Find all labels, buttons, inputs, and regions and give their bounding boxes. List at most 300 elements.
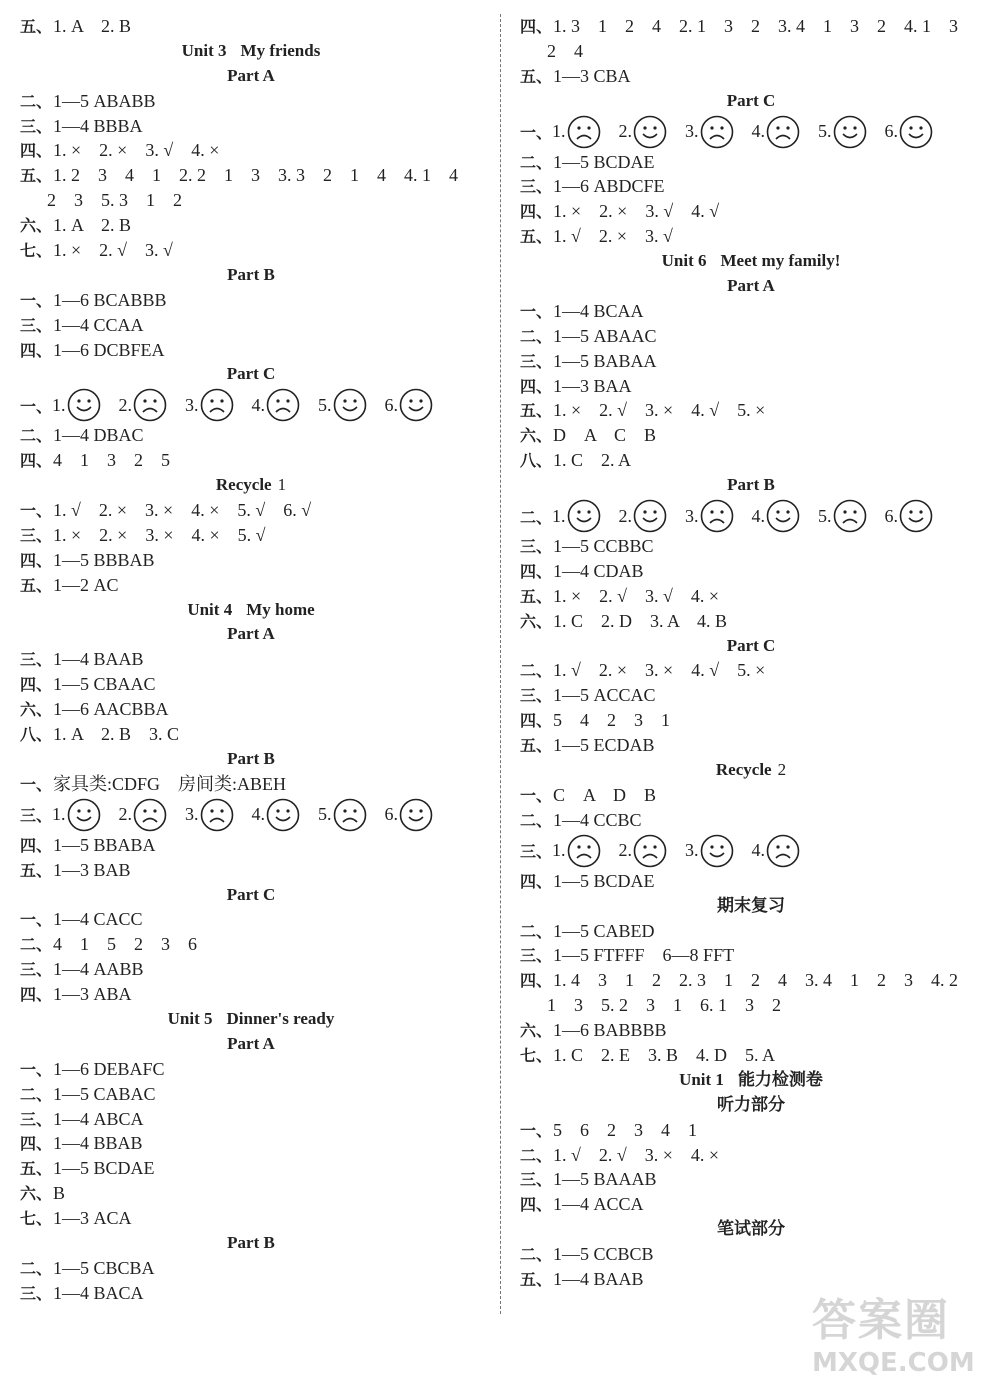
question-label: 二、 [20, 1084, 53, 1104]
answer-text: 1—3 BAB [53, 859, 131, 880]
face-answer-item [52, 798, 101, 832]
smiley-face-icon [266, 798, 300, 832]
question-label: 五、 [520, 586, 553, 606]
answer-text: 1. C 2. A [553, 450, 632, 471]
question-label: 五、 [20, 575, 53, 595]
heading-title: Part A [227, 624, 275, 644]
answer-row [20, 1206, 482, 1231]
sad-face-icon [766, 115, 800, 149]
answer-text: 1—6 ABDCFE [553, 176, 665, 197]
answer-row [520, 658, 982, 683]
answer-row [20, 672, 482, 697]
face-answer-item [752, 115, 801, 149]
answer-text: 1—4 DBAC [53, 425, 144, 446]
watermark-logo-text: 答案圈 [812, 1295, 950, 1346]
answer-text: 1—6 AACBBA [53, 699, 169, 720]
item-number: 2. [118, 804, 133, 825]
face-answer-item [119, 388, 168, 422]
answer-row [520, 534, 982, 559]
answer-text: D A C B [553, 425, 657, 446]
answer-row [20, 1057, 482, 1082]
question-label: 二、 [520, 810, 553, 830]
face-answer-item [552, 499, 601, 533]
heading-title: Part C [726, 635, 776, 655]
heading-title: 能力检测卷 [737, 1069, 823, 1089]
answer-row [20, 1082, 482, 1107]
question-label: 四、 [20, 675, 53, 695]
item-number: 2. [618, 505, 633, 526]
answer-row [20, 313, 482, 338]
unit-number: Unit 1 [679, 1069, 724, 1089]
heading-title: My friends [240, 40, 321, 60]
face-answer-item [552, 834, 601, 868]
question-label: 七、 [20, 1209, 53, 1229]
answer-text: 1—4 CDAB [553, 560, 644, 581]
smiley-face-icon [399, 798, 433, 832]
item-number: 2. [118, 394, 133, 415]
answer-text: 1—4 ABCA [53, 1108, 144, 1129]
answer-row [520, 1167, 982, 1192]
answer-text: 1—5 BCDAE [553, 870, 655, 891]
face-answer-row [520, 118, 982, 146]
item-number: 2. [618, 121, 633, 142]
item-number: 6. [384, 394, 399, 415]
answer-row [20, 647, 482, 672]
answer-text: 1. √ 2. × 3. × 4. × 5. √ 6. √ [53, 500, 312, 521]
section-heading [20, 598, 482, 623]
answer-text: 1—4 ACCA [553, 1194, 644, 1215]
answer-row [520, 808, 982, 833]
section-heading [520, 1093, 982, 1118]
question-label: 二、 [20, 1258, 53, 1278]
face-answer-row [520, 502, 982, 530]
answer-row [20, 238, 482, 263]
answer-row [520, 1192, 982, 1217]
heading-title: Part A [727, 276, 775, 296]
question-label: 三、 [20, 116, 53, 136]
question-label: 二、 [20, 935, 53, 955]
recycle-number: 2 [777, 760, 787, 780]
sad-face-icon [700, 499, 734, 533]
section-heading [520, 1217, 982, 1242]
answer-text: 1—5 CCBBC [553, 536, 654, 557]
question-label: 四、 [20, 451, 53, 471]
face-answer-item [885, 499, 934, 533]
section-heading [20, 1231, 482, 1256]
question-label: 六、 [20, 700, 53, 720]
section-heading [20, 473, 482, 498]
question-label: 四、 [520, 376, 553, 396]
item-number: 6. [884, 505, 899, 526]
item-number: 5. [318, 804, 332, 825]
watermark [812, 1284, 992, 1378]
heading-title: Part B [227, 264, 275, 284]
answer-text: 1—4 BCAA [553, 300, 644, 321]
question-label: 四、 [20, 985, 53, 1005]
answer-row [20, 448, 482, 473]
question-label: 三、 [520, 1170, 553, 1190]
answer-text: 1. C 2. D 3. A 4. B [553, 610, 728, 631]
answer-row [520, 224, 982, 249]
section-heading [520, 473, 982, 498]
item-number: 1. [552, 505, 566, 526]
question-label: 五、 [520, 66, 553, 86]
answer-row [520, 64, 982, 89]
answer-continuation [520, 39, 982, 64]
answer-text: 1. √ 2. × 3. √ [553, 226, 673, 247]
question-label: 三、 [20, 806, 53, 826]
answer-text: 1—4 AABB [53, 959, 144, 980]
answer-row [520, 448, 982, 473]
question-label: 五、 [20, 166, 53, 186]
smiley-face-icon [633, 499, 667, 533]
question-label: 三、 [520, 946, 553, 966]
answer-text: 1—5 ABABB [53, 90, 156, 111]
section-heading [20, 622, 482, 647]
answer-text: 1—4 BACA [53, 1282, 144, 1303]
item-number: 1. [552, 121, 566, 142]
answer-text: 1. A 2. B [53, 215, 132, 236]
question-label: 一、 [520, 1120, 553, 1140]
section-heading [20, 1032, 482, 1057]
smiley-face-icon [899, 115, 933, 149]
answer-row [20, 697, 482, 722]
answer-text: 1. × 2. × 3. × 4. × 5. √ [53, 524, 266, 545]
face-answer-item [385, 798, 434, 832]
section-heading [20, 747, 482, 772]
heading-title: Part C [226, 364, 276, 384]
answer-row [20, 138, 482, 163]
heading-title: Part B [727, 475, 775, 495]
question-label: 二、 [520, 1145, 553, 1165]
answer-text: 1—4 CACC [53, 909, 143, 930]
face-answer-row [20, 801, 482, 829]
question-label: 六、 [20, 216, 53, 236]
section-heading [520, 1068, 982, 1093]
answer-text: 1—6 DEBAFC [53, 1058, 165, 1079]
question-label: 八、 [520, 451, 553, 471]
answer-row [520, 398, 982, 423]
answer-text: 1—5 ACCAC [553, 685, 656, 706]
face-answer-item [52, 388, 101, 422]
face-answer-item [818, 115, 867, 149]
item-number: 5. [818, 121, 832, 142]
section-heading [20, 64, 482, 89]
answer-row [20, 573, 482, 598]
answer-row [520, 299, 982, 324]
heading-title: Part A [227, 65, 275, 85]
answer-row [20, 548, 482, 573]
answer-row [520, 1242, 982, 1267]
question-label: 三、 [20, 315, 53, 335]
question-label: 二、 [520, 1245, 553, 1265]
answer-text: 1. × 2. √ 3. × 4. √ 5. × [553, 400, 766, 421]
question-label: 一、 [520, 785, 553, 805]
answer-text: 1. 2 3 4 1 2. 2 1 3 3. 3 2 1 4 4. 1 4 [53, 165, 459, 186]
answer-row [20, 1281, 482, 1306]
answer-row [20, 833, 482, 858]
answer-text: 1—5 CABED [553, 920, 655, 941]
answer-text: C A D B [553, 784, 657, 805]
face-answer-item [318, 798, 367, 832]
face-answer-item [685, 499, 734, 533]
answer-row [20, 14, 482, 39]
heading-title: Part A [227, 1033, 275, 1053]
answer-text: 1. C 2. E 3. B 4. D 5. A [553, 1044, 776, 1065]
heading-title: My home [246, 599, 315, 619]
heading-title: 笔试部分 [717, 1219, 785, 1239]
answer-text: 1. × 2. √ 3. √ 4. × [553, 585, 720, 606]
item-number: 4. [751, 505, 766, 526]
section-heading [520, 249, 982, 274]
smiley-face-icon [700, 834, 734, 868]
answer-row [20, 423, 482, 448]
smiley-face-icon [67, 388, 101, 422]
recycle-number: 1 [277, 475, 287, 495]
item-number: 4. [251, 804, 266, 825]
answer-row [20, 772, 482, 797]
answer-row [20, 498, 482, 523]
answer-text: 1. × 2. √ 3. √ [53, 240, 173, 261]
item-number: 4. [251, 394, 266, 415]
answer-text: 家具类:CDFG 房间类:ABEH [53, 773, 287, 794]
face-answer-item [619, 115, 668, 149]
answer-text: 1 3 5. 2 3 1 6. 1 3 2 [547, 995, 781, 1016]
answer-row [520, 683, 982, 708]
heading-title: Part B [227, 748, 275, 768]
answer-text: 1—5 CCBCB [553, 1244, 654, 1265]
unit-number: Unit 4 [187, 599, 233, 619]
answer-text: 1—6 BABBBB [553, 1020, 667, 1041]
unit-number: Unit 6 [661, 251, 707, 271]
question-label: 四、 [20, 141, 53, 161]
answer-row [520, 324, 982, 349]
question-label: 六、 [520, 426, 553, 446]
face-answer-item [685, 834, 734, 868]
face-answer-item [318, 388, 367, 422]
question-label: 五、 [20, 17, 53, 36]
answer-row [20, 1156, 482, 1181]
face-answer-item [185, 798, 234, 832]
question-label: 四、 [20, 1134, 53, 1154]
item-number: 5. [818, 505, 832, 526]
item-number: 5. [318, 394, 332, 415]
right-column [520, 14, 982, 1292]
question-label: 五、 [520, 401, 553, 421]
answer-row [520, 1143, 982, 1168]
question-label: 一、 [520, 301, 553, 321]
answer-row [520, 968, 982, 993]
question-label: 三、 [20, 1109, 53, 1129]
item-number: 6. [384, 804, 399, 825]
face-answer-item [619, 834, 668, 868]
answer-text: 1. 3 1 2 4 2. 1 3 2 3. 4 1 3 2 4. 1 3 [553, 16, 959, 36]
answer-row [520, 943, 982, 968]
answer-row [520, 199, 982, 224]
question-label: 六、 [520, 611, 553, 631]
answer-text: 1—3 ABA [53, 984, 132, 1005]
question-label: 一、 [20, 290, 53, 310]
column-divider [500, 14, 501, 1314]
answer-text: 1. × 2. × 3. √ 4. × [53, 140, 220, 161]
question-label: 四、 [520, 17, 553, 36]
question-label: 八、 [20, 725, 53, 745]
answer-row [20, 213, 482, 238]
section-heading [20, 362, 482, 387]
question-label: 一、 [20, 1059, 53, 1079]
question-label: 五、 [520, 736, 553, 756]
question-label: 二、 [20, 426, 53, 446]
question-label: 三、 [20, 525, 53, 545]
answer-row [20, 957, 482, 982]
answer-row [520, 374, 982, 399]
smiley-face-icon [567, 499, 601, 533]
heading-title: Dinner's ready [226, 1008, 335, 1028]
item-number: 3. [185, 804, 199, 825]
question-label: 五、 [520, 1269, 553, 1289]
sad-face-icon [567, 115, 601, 149]
answer-row [520, 423, 982, 448]
sad-face-icon [200, 388, 234, 422]
answer-text: 1—5 FTFFF 6—8 FFT [553, 945, 735, 966]
question-label: 三、 [520, 537, 553, 557]
answer-text: 4 1 5 2 3 6 [53, 934, 198, 955]
item-number: 6. [884, 121, 899, 142]
question-label: 二、 [520, 661, 553, 681]
item-number: 2. [618, 840, 633, 861]
question-label: 四、 [20, 835, 53, 855]
answer-text: 1—5 CABAC [53, 1083, 156, 1104]
answer-text: 1—6 BCABBB [53, 289, 167, 310]
answer-text: 1—5 BCDAE [553, 151, 655, 172]
answer-text: 1—5 ECDAB [553, 735, 655, 756]
face-answer-item [385, 388, 434, 422]
face-answer-item [619, 499, 668, 533]
answer-text: 5 4 2 3 1 [553, 710, 671, 731]
heading-title: Recycle [215, 475, 272, 495]
item-number: 1. [52, 394, 66, 415]
smiley-face-icon [833, 115, 867, 149]
question-label: 六、 [20, 1184, 53, 1204]
question-label: 三、 [520, 177, 553, 197]
question-label: 六、 [520, 1021, 553, 1041]
section-heading [20, 263, 482, 288]
heading-title: 听力部分 [717, 1094, 785, 1114]
answer-text: 1. A 2. B [53, 16, 132, 36]
section-heading [20, 39, 482, 64]
question-label: 五、 [20, 1159, 53, 1179]
sad-face-icon [133, 388, 167, 422]
face-answer-item [552, 115, 601, 149]
sad-face-icon [766, 834, 800, 868]
answer-text: 5 6 2 3 4 1 [553, 1119, 698, 1140]
answer-text: 1—5 CBCBA [53, 1257, 155, 1278]
sad-face-icon [633, 834, 667, 868]
answer-text: 1—5 BCDAE [53, 1158, 155, 1179]
answer-row [20, 288, 482, 313]
item-number: 3. [685, 505, 699, 526]
answer-row [20, 722, 482, 747]
question-label: 四、 [520, 561, 553, 581]
answer-text: 1—5 BABAA [553, 350, 657, 371]
answer-row [520, 783, 982, 808]
left-column [20, 14, 482, 1306]
face-answer-item [252, 798, 301, 832]
answer-text: 1—4 BAAB [553, 1268, 644, 1289]
question-label: 二、 [520, 152, 553, 172]
sad-face-icon [833, 499, 867, 533]
answer-row [520, 733, 982, 758]
question-label: 二、 [520, 507, 553, 527]
answer-row [20, 163, 482, 188]
face-answer-row [520, 837, 982, 865]
question-label: 二、 [520, 326, 553, 346]
heading-title: Part C [226, 884, 276, 904]
watermark-url: MXQE.COM [812, 1348, 975, 1378]
question-label: 一、 [20, 396, 53, 416]
face-answer-item [252, 388, 301, 422]
answer-text: B [53, 1183, 66, 1204]
question-label: 一、 [520, 123, 553, 143]
answer-row [20, 89, 482, 114]
face-answer-item [752, 499, 801, 533]
section-heading [520, 634, 982, 659]
smiley-face-icon [633, 115, 667, 149]
sad-face-icon [200, 798, 234, 832]
section-heading [520, 89, 982, 114]
answer-row [20, 907, 482, 932]
face-answer-item [119, 798, 168, 832]
question-label: 五、 [520, 227, 553, 247]
answer-row [20, 1181, 482, 1206]
smiley-face-icon [899, 499, 933, 533]
answer-row [520, 1043, 982, 1068]
answer-row [520, 708, 982, 733]
question-label: 一、 [20, 501, 53, 521]
answer-text: 1—3 BAA [553, 375, 632, 396]
smiley-face-icon [399, 388, 433, 422]
section-heading [520, 274, 982, 299]
answer-text: 1—3 ACA [53, 1208, 132, 1229]
question-label: 四、 [20, 550, 53, 570]
answer-text: 1. √ 2. √ 3. × 4. × [553, 1144, 720, 1165]
heading-title: Part C [726, 90, 776, 110]
question-label: 四、 [520, 871, 553, 891]
heading-title: Meet my family! [720, 251, 841, 271]
answer-text: 1—4 BAAB [53, 649, 144, 670]
answer-text: 1. A 2. B 3. C [53, 724, 180, 745]
question-label: 一、 [20, 910, 53, 930]
answer-row [520, 869, 982, 894]
answer-text: 1—5 BBBAB [53, 549, 155, 570]
answer-text: 1—4 BBBA [53, 115, 143, 136]
answer-row [20, 858, 482, 883]
answer-row [520, 174, 982, 199]
sad-face-icon [266, 388, 300, 422]
answer-row [520, 584, 982, 609]
question-label: 五、 [20, 860, 53, 880]
answer-row [20, 982, 482, 1007]
answer-row [20, 523, 482, 548]
smiley-face-icon [67, 798, 101, 832]
question-label: 四、 [520, 971, 553, 991]
item-number: 1. [52, 804, 66, 825]
sad-face-icon [133, 798, 167, 832]
answer-text: 1—4 CCBC [553, 809, 642, 830]
answer-row [520, 349, 982, 374]
heading-title: Part B [227, 1232, 275, 1252]
smiley-face-icon [766, 499, 800, 533]
